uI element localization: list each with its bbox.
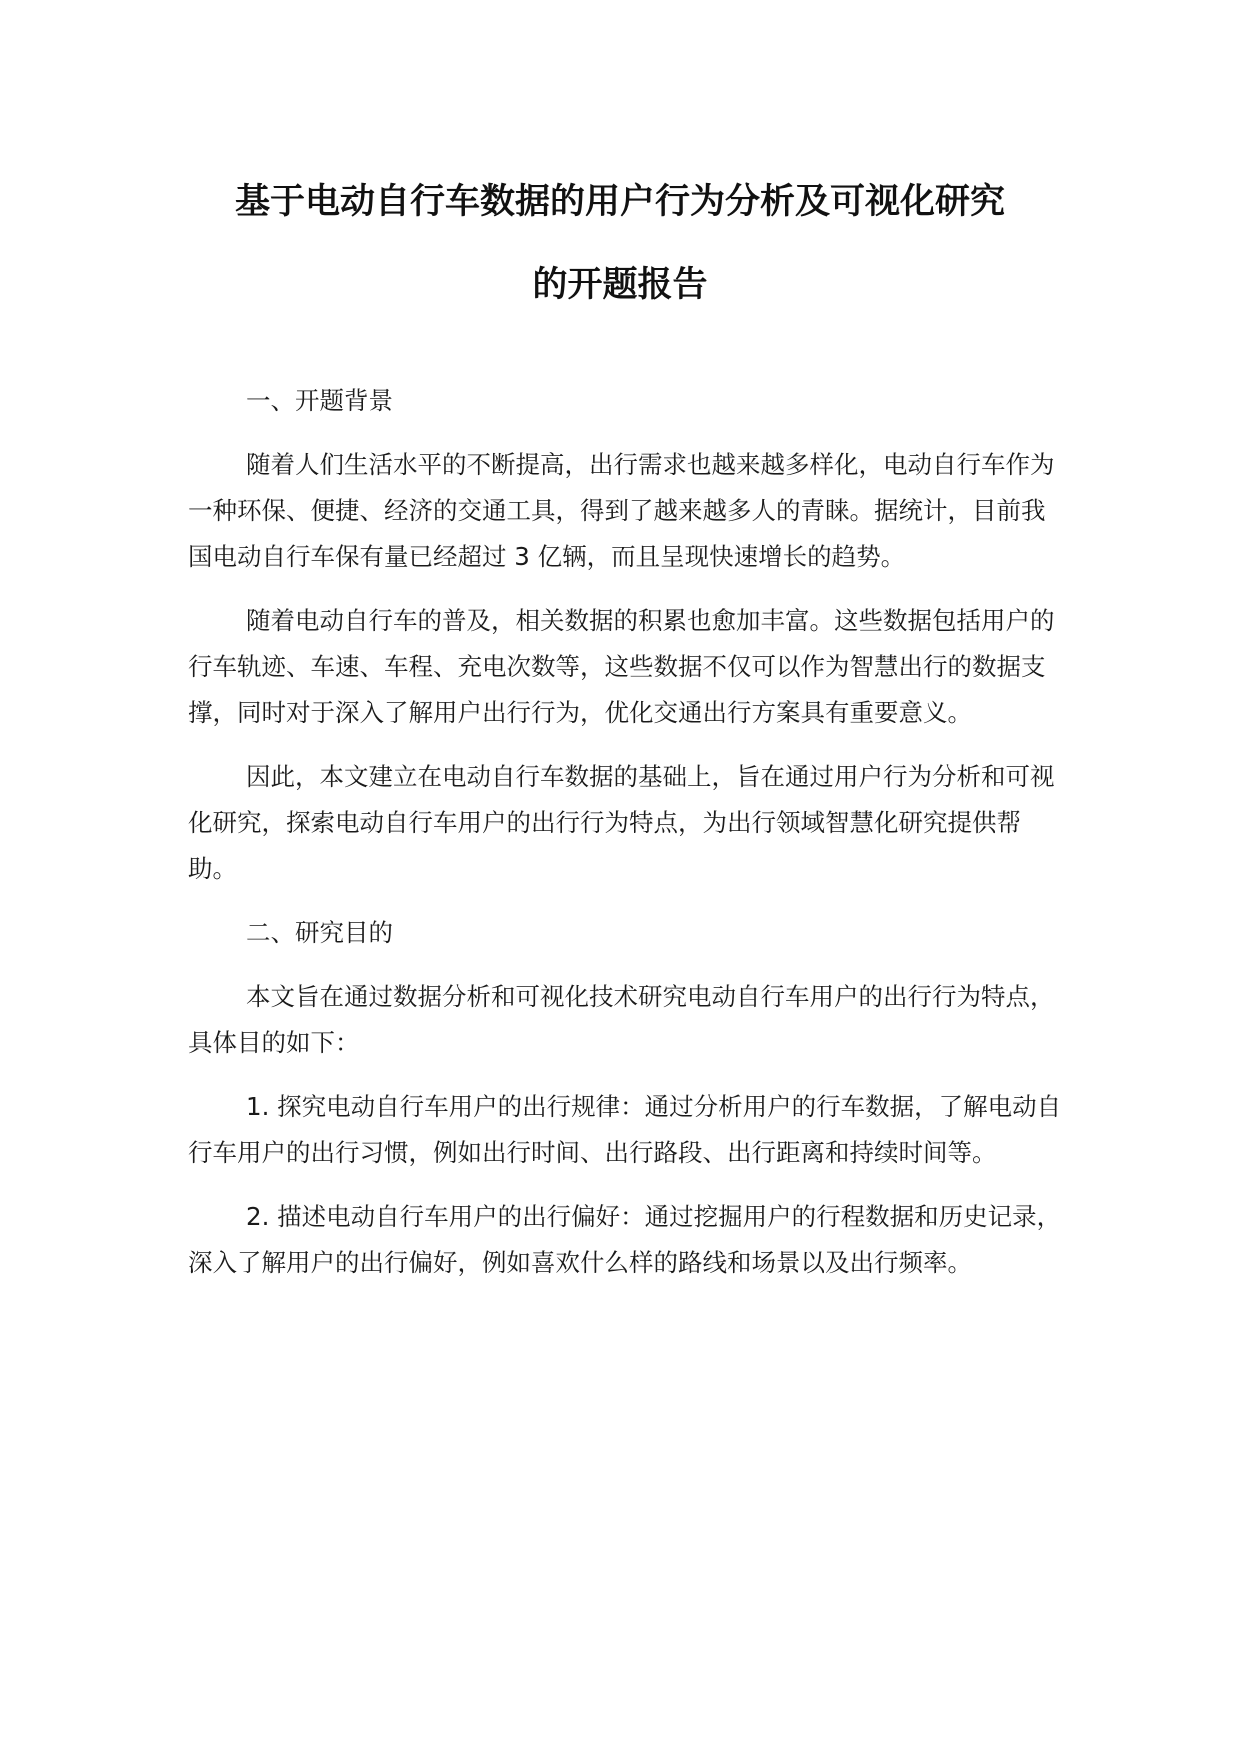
document-body [188,378,1068,1304]
section-heading-purpose: 二、研究目的 [246,918,393,947]
paragraph-background-1: 随着人们生活水平的不断提高，出行需求也越来越多样化，电动自行车作为一种环保、便捷、经济的交通工具，得到了越来越多人的青睐。据统计，目前我国电动自行车保有量已经超过 3 亿辆，而且呈现快速增长的趋势。 [188,450,1055,571]
paragraph-background-3: 因此，本文建立在电动自行车数据的基础上，旨在通过用户行为分析和可视化研究，探索电动自行车用户的出行行为特点，为出行领域智慧化研究提供帮助。 [188,762,1055,883]
list-item-purpose-1: 1. 探究电动自行车用户的出行规律：通过分析用户的行车数据，了解电动自行车用户的出行习惯，例如出行时间、出行路段、出行距离和持续时间等。 [188,1092,1062,1167]
paragraph-purpose-intro: 本文旨在通过数据分析和可视化技术研究电动自行车用户的出行行为特点，具体目的如下： [188,982,1055,1057]
paragraph-background-2: 随着电动自行车的普及，相关数据的积累也愈加丰富。这些数据包括用户的行车轨迹、车速、车程、充电次数等，这些数据不仅可以作为智慧出行的数据支撑，同时对于深入了解用户出行行为，优化交通出行方案具有重要意义。 [188,606,1055,727]
section-heading-background: 一、开题背景 [246,386,393,415]
list-item-purpose-2: 2. 描述电动自行车用户的出行偏好：通过挖掘用户的行程数据和历史记录，深入了解用户的出行偏好，例如喜欢什么样的路线和场景以及出行频率。 [188,1202,1062,1277]
document-title-line-2: 的开题报告 [532,265,708,305]
document-title-line-1: 基于电动自行车数据的用户行为分析及可视化研究 [234,182,1005,222]
